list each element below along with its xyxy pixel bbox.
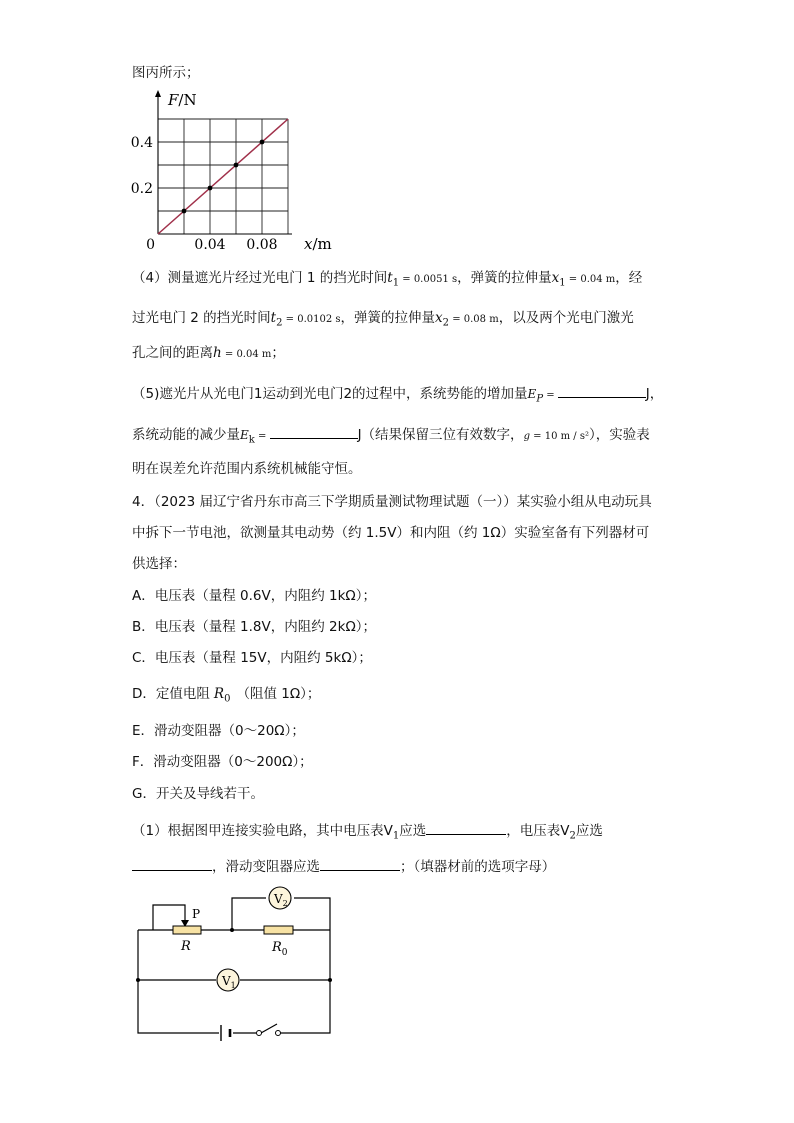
- rheostat-r: [173, 926, 201, 934]
- y-tick-label: 0.2: [130, 181, 153, 197]
- option-g: G．开关及导线若干。: [132, 786, 264, 802]
- circuit-wire-left: [138, 930, 219, 1033]
- voltmeter-v1-answer-blank[interactable]: [426, 820, 506, 835]
- junction-dot-top: [230, 928, 234, 932]
- voltmeter-v2-label: $V_2$: [274, 892, 288, 908]
- rheostat-label-r: R: [181, 939, 191, 954]
- junction-dot-right: [328, 978, 332, 982]
- option-e: E．滑动变阻器（0～20Ω）；: [132, 723, 305, 739]
- problem4-line-3: 供选择：: [132, 556, 186, 572]
- q5-line-1: （5)遮光片从光电门1运动到光电门2的过程中，系统势能的增加量$E_P = J$，: [132, 383, 663, 410]
- q4-line-3: 孔之间的距离h = 0.04 m；: [132, 345, 285, 361]
- q4-line-2: 过光电门 2 的挡光时间$t_2 = 0.0102$ s，弹簧的拉伸量$x_2 = 0.08$ m，以及两个光电门激光: [132, 310, 634, 329]
- data-point: [208, 186, 213, 191]
- data-point: [182, 209, 187, 214]
- data-point: [260, 140, 265, 145]
- switch-blade: [261, 1024, 277, 1033]
- slider-label-p: P: [192, 907, 201, 921]
- switch-contact-right: [276, 1031, 281, 1036]
- x-tick-label: 0.04: [194, 237, 226, 253]
- x-tick-label: 0.08: [246, 237, 278, 253]
- x-axis-label: x/m: [304, 235, 332, 253]
- voltmeter-v2-answer-blank[interactable]: [132, 856, 212, 871]
- problem4-line-1: 4．（2023 届辽宁省丹东市高三下学期质量测试物理试题（一））某实验小组从电动玩具: [132, 494, 652, 510]
- circuit-diagram: [128, 880, 348, 1050]
- option-f: F．滑动变阻器（0～200Ω）；: [132, 754, 313, 770]
- problem4-line-2: 中拆下一节电池，欲测量其电动势（约 1.5V）和内阻（约 1Ω）实验室备有下列器材可: [132, 525, 650, 541]
- q5-line-3: 明在误差允许范围内系统机械能守恒。: [132, 461, 362, 477]
- rheostat-answer-blank[interactable]: [320, 856, 400, 871]
- data-point: [234, 163, 239, 168]
- potential-energy-answer-blank[interactable]: [558, 383, 646, 398]
- q4-line-1: （4）测量遮光片经过光电门 1 的挡光时间$t_1 = 0.0051$ s，弹簧的拉伸量$x_1 = 0.04$ m，经: [132, 270, 643, 289]
- force-extension-graph: [128, 88, 348, 256]
- option-a: A．电压表（量程 0.6V，内阻约 1kΩ）；: [132, 588, 376, 604]
- y-tick-label: 0.4: [130, 135, 153, 151]
- option-d: D．定值电阻 $R_0$ （阻值 1Ω）；: [132, 686, 321, 705]
- intro-text: 图丙所示；: [132, 65, 200, 81]
- y-axis-arrow-icon: [155, 90, 161, 97]
- resistor-label-r0: $R_0$: [272, 940, 288, 958]
- q5-line-2: 系统动能的减少量$E_k = J$（结果保留三位有效数字，g = 10 m / s²），实验表: [132, 424, 650, 451]
- voltmeter-v1-label: $V_1$: [222, 974, 236, 990]
- kinetic-energy-answer-blank[interactable]: [270, 424, 358, 439]
- y-axis-label: F/N: [168, 91, 197, 109]
- option-b: B．电压表（量程 1.8V，内阻约 2kΩ）；: [132, 619, 377, 635]
- switch-contact-left: [257, 1031, 262, 1036]
- x-tick-label: 0: [146, 237, 155, 253]
- sub1-line-2: ，滑动变阻器应选 ；（填器材前的选项字母）: [132, 856, 555, 877]
- option-c: C．电压表（量程 15V，内阻约 5kΩ）；: [132, 650, 372, 666]
- resistor-r0: [264, 926, 293, 934]
- fit-line: [158, 119, 288, 234]
- junction-dot-left: [136, 978, 140, 982]
- sub1-line-1: （1）根据图甲连接实验电路，其中电压表$V_1$应选 ，电压表$V_2$应选: [132, 820, 603, 847]
